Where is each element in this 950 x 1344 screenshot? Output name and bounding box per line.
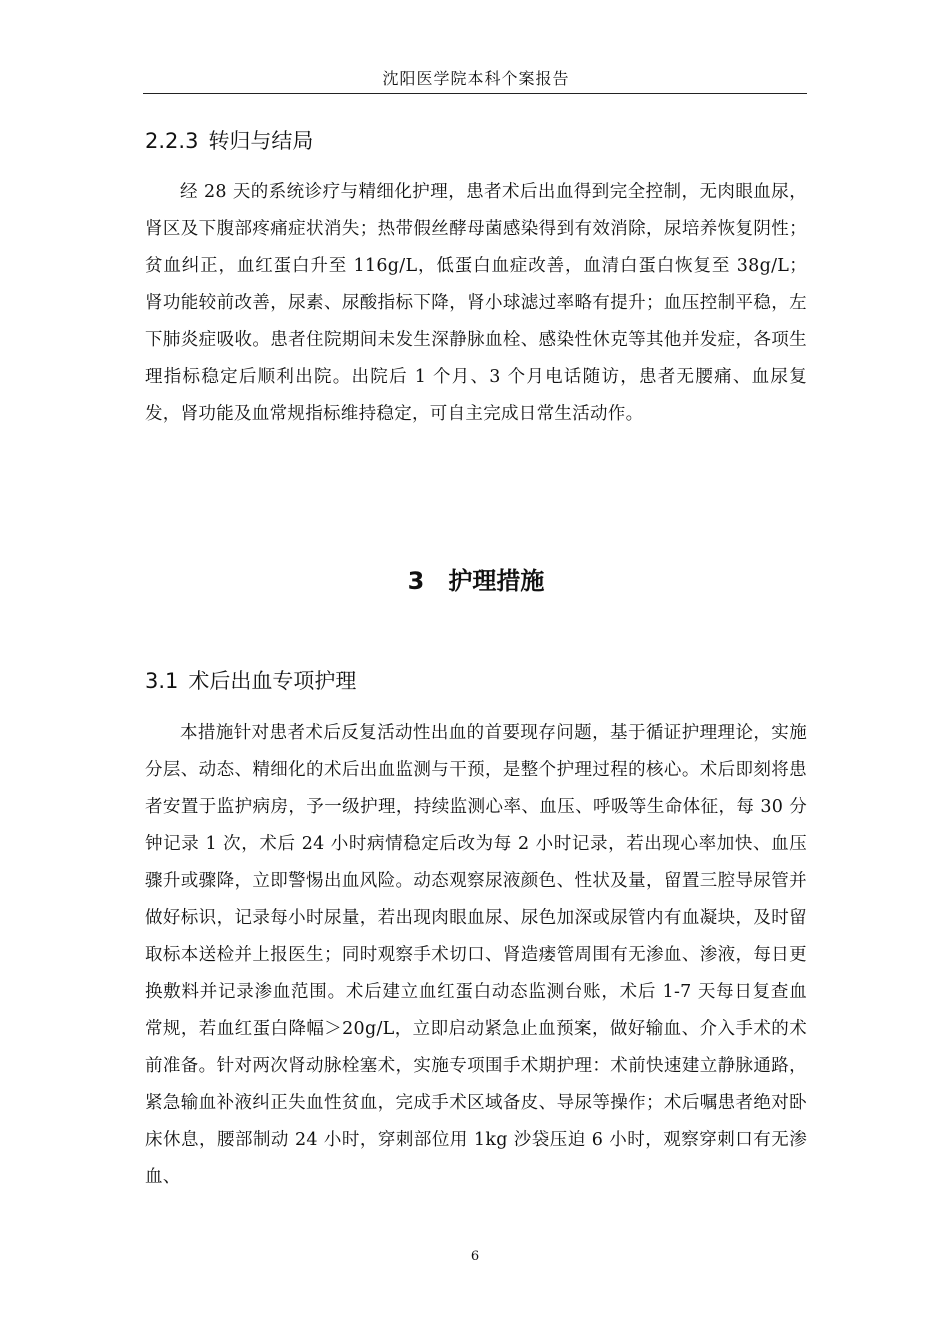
section-title: 术后出血专项护理 (188, 669, 357, 693)
outcome-paragraph: 经 28 天的系统诊疗与精细化护理，患者术后出血得到完全控制，无肉眼血尿，肾区及下腹部疼痛症状消失；热带假丝酵母菌感染得到有效消除，尿培养恢复阴性；贫血纠正，血红蛋白升至 116g/L，低蛋白血症改善，血清白蛋白恢复至 38g/L；肾功能较前改善，尿素、尿酸指标下降，肾小球滤过率略有提升；血压控制平稳，左下肺炎症吸收。患者住院期间未发生深静脉血栓、感染性休克等其他并发症，各项生理指标稳定后顺利出院。出院后 1 个月、3 个月电话随访，患者无腰痛、血尿复发，肾功能及血常规指标维持稳定，可自主完成日常生活动作。 (145, 182, 807, 424)
running-header: 沈阳医学院本科个案报告 (382, 69, 570, 88)
section-number: 2.2.3 (145, 129, 199, 153)
section-heading-2-2-3 (145, 126, 313, 156)
header-divider (143, 93, 807, 94)
section-number: 3.1 (145, 669, 179, 693)
section-title: 转归与结局 (208, 129, 314, 153)
section-heading-3-1 (145, 666, 356, 696)
chapter-heading (145, 563, 807, 599)
chapter-title: 护理措施 (448, 567, 545, 595)
page-number: 6 (470, 1249, 480, 1264)
bleeding-care-paragraph: 本措施针对患者术后反复活动性出血的首要现存问题，基于循证护理理论，实施分层、动态、精细化的术后出血监测与干预，是整个护理过程的核心。术后即刻将患者安置于监护病房，予一级护理，持续监测心率、血压、呼吸等生命体征，每 30 分钟记录 1 次，术后 24 小时病情稳定后改为每 2 小时记录，若出现心率加快、血压骤升或骤降，立即警惕出血风险。动态观察尿液颜色、性状及量，留置三腔导尿管并做好标识，记录每小时尿量，若出现肉眼血尿、尿色加深或尿管内有血凝块，及时留取标本送检并上报医生；同时观察手术切口、肾造瘘管周围有无渗血、渗液，每日更换敷料并记录渗血范围。术后建立血红蛋白动态监测台账，术后 1-7 天每日复查血常规，若血红蛋白降幅＞20g/L，立即启动紧急止血预案，做好输血、介入手术的术前准备。针对两次肾动脉栓塞术，实施专项围手术期护理：术前快速建立静脉通路，紧急输血补液纠正失血性贫血，完成手术区域备皮、导尿等操作；术后嘱患者绝对卧床休息，腰部制动 24 小时，穿刺部位用 1kg 沙袋压迫 6 小时，观察穿刺口有无渗血、 (145, 723, 807, 1187)
chapter-number: 3 (407, 567, 425, 595)
